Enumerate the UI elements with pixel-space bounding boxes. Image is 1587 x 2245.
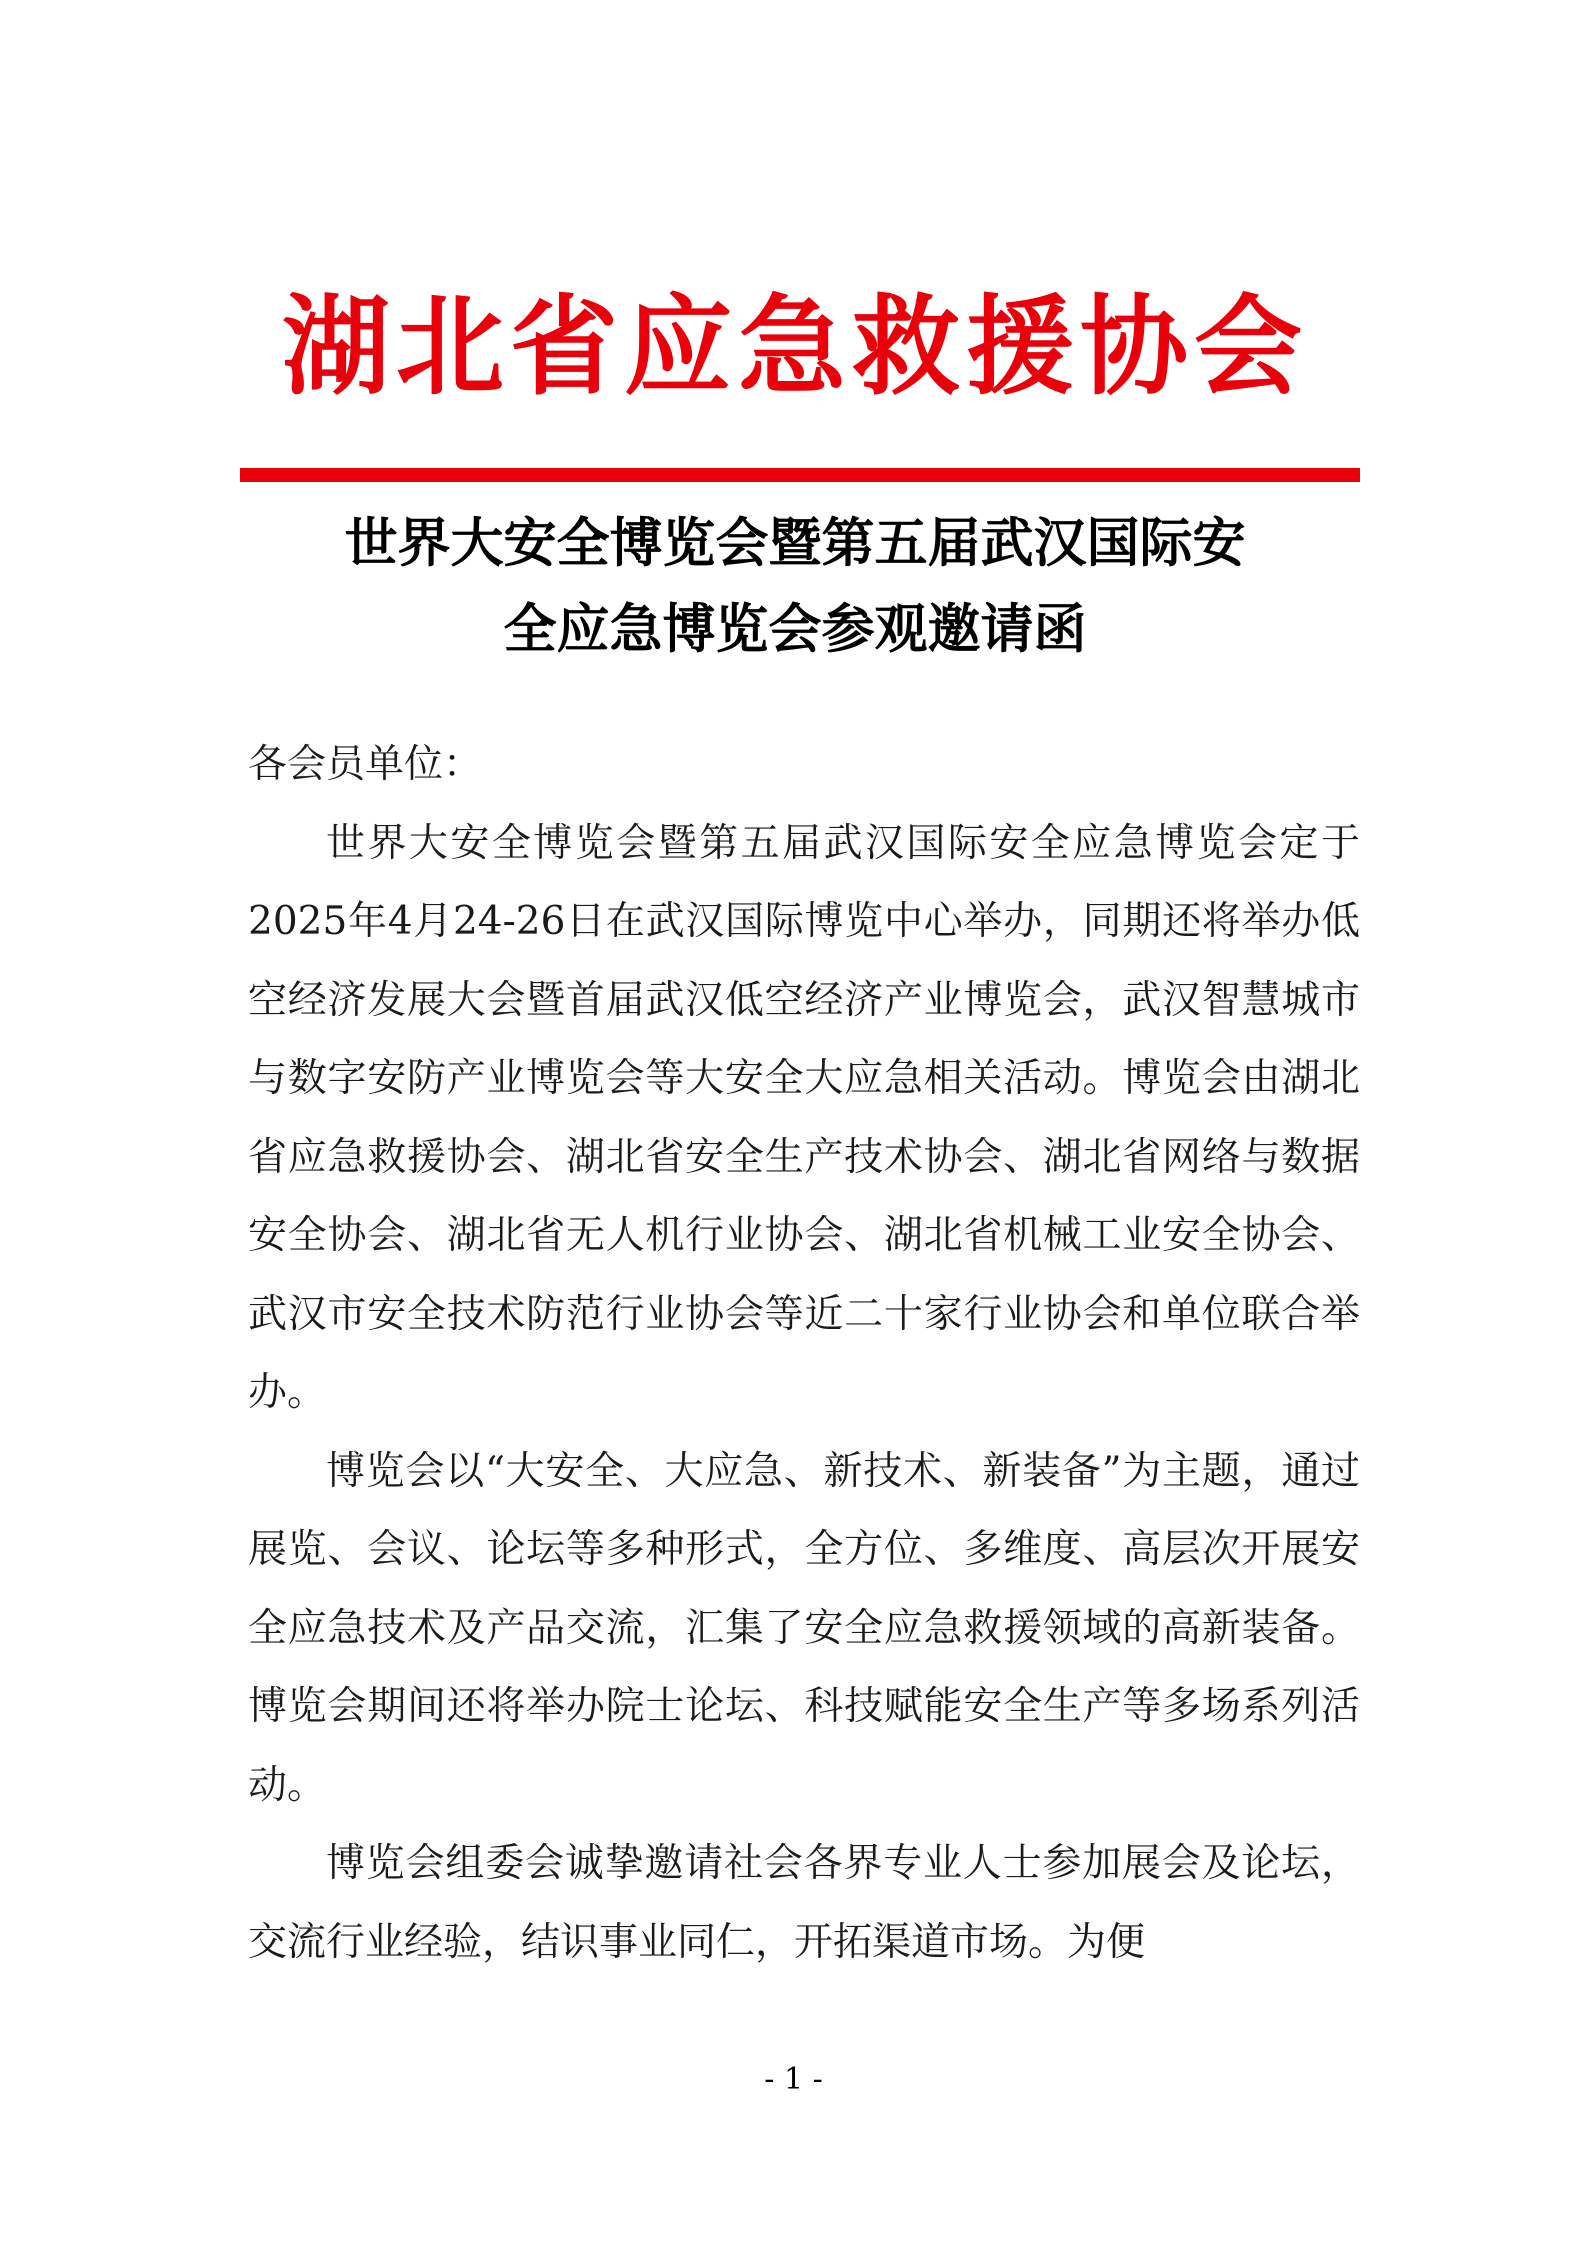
body-paragraph-2: 博览会以“大安全、大应急、新技术、新装备”为主题，通过展览、会议、论坛等多种形式，全方位、多维度、高层次开展安全应急技术及产品交流，汇集了安全应急救援领域的高新装备。博览会期间还将举办院士论坛、科技赋能安全生产等多场系列活动。 [248, 1448, 1360, 1808]
page-number: - 1 - [764, 2062, 823, 2097]
document-body [248, 726, 1360, 1982]
organization-header: 湖北省应急救援协会 [281, 285, 1308, 410]
body-paragraph-1: 世界大安全博览会暨第五届武汉国际安全应急博览会定于2025年4月24-26日在武汉国际博览中心举办，同期还将举办低空经济发展大会暨首届武汉低空经济产业博览会，武汉智慧城市与数字安防产业博览会等大安全大应急相关活动。博览会由湖北省应急救援协会、湖北省安全生产技术协会、湖北省网络与数据安全协会、湖北省无人机行业协会、湖北省机械工业安全协会、武汉市安全技术防范行业协会等近二十家行业协会和单位联合举办。 [248, 820, 1360, 1415]
body-paragraph-3: 博览会组委会诚挚邀请社会各界专业人士参加展会及论坛，交流行业经验，结识事业同仁，开拓渠道市场。为便 [248, 1841, 1360, 1965]
document-title-line-2: 全应急博览会参观邀请函 [503, 598, 1087, 660]
salutation: 各会员单位： [248, 742, 483, 787]
header-divider [240, 468, 1360, 482]
document-title-line-1: 世界大安全博览会暨第五届武汉国际安 [344, 512, 1246, 574]
document-title [240, 500, 1350, 672]
